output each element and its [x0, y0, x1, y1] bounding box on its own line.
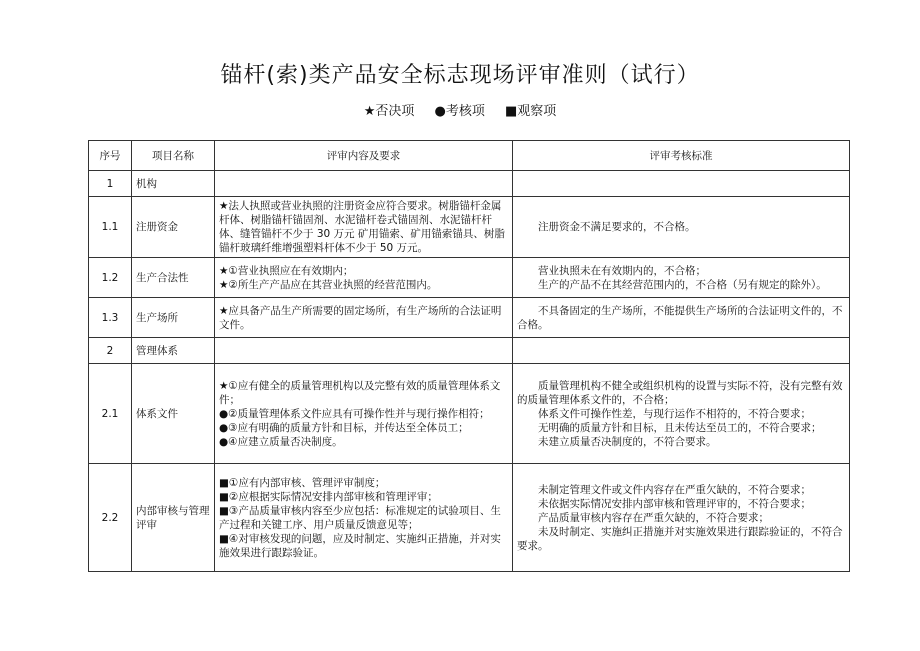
row-criteria [513, 364, 850, 464]
row-content [215, 464, 513, 572]
row-content [215, 197, 513, 258]
row-content [215, 258, 513, 298]
row-number: 1.3 [89, 298, 132, 338]
row-criteria [513, 338, 850, 364]
table-row [89, 338, 850, 364]
content-line: ●③应有明确的质量方针和目标，并传达至全体员工； [219, 421, 469, 434]
row-criteria [513, 298, 850, 338]
criteria-line: 未建立质量否决制度的，不符合要求。 [538, 435, 717, 448]
criteria-line: 营业执照未在有效期内的，不合格； [538, 264, 706, 277]
row-item-name: 管理体系 [132, 338, 215, 364]
criteria-line: 不具备固定的生产场所，不能提供生产场所的合法证明文件的，不合格。 [517, 304, 843, 331]
table-row [89, 298, 850, 338]
criteria-line: 质量管理机构不健全或组织机构的设置与实际不符，没有完整有效的质量管理体系文件的，不合格； [517, 379, 843, 406]
row-content [215, 171, 513, 197]
header-name: 项目名称 [132, 141, 215, 171]
content-line: ★②所生产产品应在其营业执照的经营范围内。 [219, 278, 438, 291]
row-number: 1.1 [89, 197, 132, 258]
row-content [215, 364, 513, 464]
row-number: 1.2 [89, 258, 132, 298]
table-row [89, 464, 850, 572]
row-item-name: 内部审核与管理评审 [132, 464, 215, 572]
row-item-name: 生产场所 [132, 298, 215, 338]
table-row [89, 364, 850, 464]
header-no: 序号 [89, 141, 132, 171]
content-line: ★①应有健全的质量管理机构以及完整有效的质量管理体系文件； [219, 379, 501, 406]
row-item-name: 注册资金 [132, 197, 215, 258]
legend-veto: ★否决项 [363, 104, 415, 119]
row-number: 2 [89, 338, 132, 364]
row-content [215, 298, 513, 338]
criteria-line: 未制定管理文件或文件内容存在严重欠缺的，不符合要求； [538, 483, 811, 496]
criteria-line: 无明确的质量方针和目标，且未传达至员工的，不符合要求； [538, 421, 822, 434]
row-item-name: 机构 [132, 171, 215, 197]
criteria-line: 注册资金不满足要求的，不合格。 [538, 221, 696, 233]
content-line: ●④应建立质量否决制度。 [219, 435, 343, 448]
legend-assess: ●考核项 [434, 104, 485, 119]
header-content: 评审内容及要求 [215, 141, 513, 171]
criteria-line: 体系文件可操作性差，与现行运作不相符的，不符合要求； [538, 407, 811, 420]
content-line: ■④对审核发现的问题，应及时制定、实施纠正措施，并对实施效果进行跟踪验证。 [219, 532, 501, 559]
content-line: ■①应有内部审核、管理评审制度； [219, 476, 386, 489]
legend-observe: ■观察项 [504, 104, 557, 119]
criteria-line: 未依据实际情况安排内部审核和管理评审的，不符合要求； [538, 497, 811, 510]
table-row [89, 197, 850, 258]
row-criteria [513, 197, 850, 258]
content-line: ★①营业执照应在有效期内； [219, 264, 354, 277]
row-number: 2.2 [89, 464, 132, 572]
page-title: 锚杆(索)类产品安全标志现场评审准则（试行） [220, 63, 700, 88]
header-criteria: 评审考核标准 [513, 141, 850, 171]
content-line: ★应具备产品生产所需要的固定场所，有生产场所的合法证明文件。 [219, 304, 502, 331]
content-line: ●②质量管理体系文件应具有可操作性并与现行操作相符； [219, 407, 490, 420]
row-criteria [513, 464, 850, 572]
row-content [215, 338, 513, 364]
criteria-line: 产品质量审核内容存在严重欠缺的，不符合要求； [538, 511, 769, 524]
criteria-table [88, 140, 850, 572]
row-item-name: 体系文件 [132, 364, 215, 464]
table-row [89, 258, 850, 298]
criteria-line: 未及时制定、实施纠正措施并对实施效果进行跟踪验证的，不符合要求。 [517, 525, 843, 552]
table-row [89, 171, 850, 197]
content-line: ■③产品质量审核内容至少应包括：标准规定的试验项目、生产过程和关键工序、用户质量反馈意见等； [219, 504, 501, 531]
content-line: ■②应根据实际情况安排内部审核和管理评审； [219, 490, 438, 503]
row-item-name: 生产合法性 [132, 258, 215, 298]
row-number: 2.1 [89, 364, 132, 464]
legend [0, 100, 920, 119]
content-line: ★法人执照或营业执照的注册资金应符合要求。树脂锚杆金属杆体、树脂锚杆锚固剂、水泥锚杆卷式锚固剂、水泥锚杆杆体、缝管锚杆不少于 30 万元 矿用锚索、矿用锚索锚具、树脂锚杆玻璃纤维增强塑料杆体不少于 50 万元。 [219, 200, 505, 254]
row-number: 1 [89, 171, 132, 197]
criteria-line: 生产的产品不在其经营范围内的，不合格（另有规定的除外）。 [538, 278, 827, 291]
row-criteria [513, 171, 850, 197]
row-criteria [513, 258, 850, 298]
